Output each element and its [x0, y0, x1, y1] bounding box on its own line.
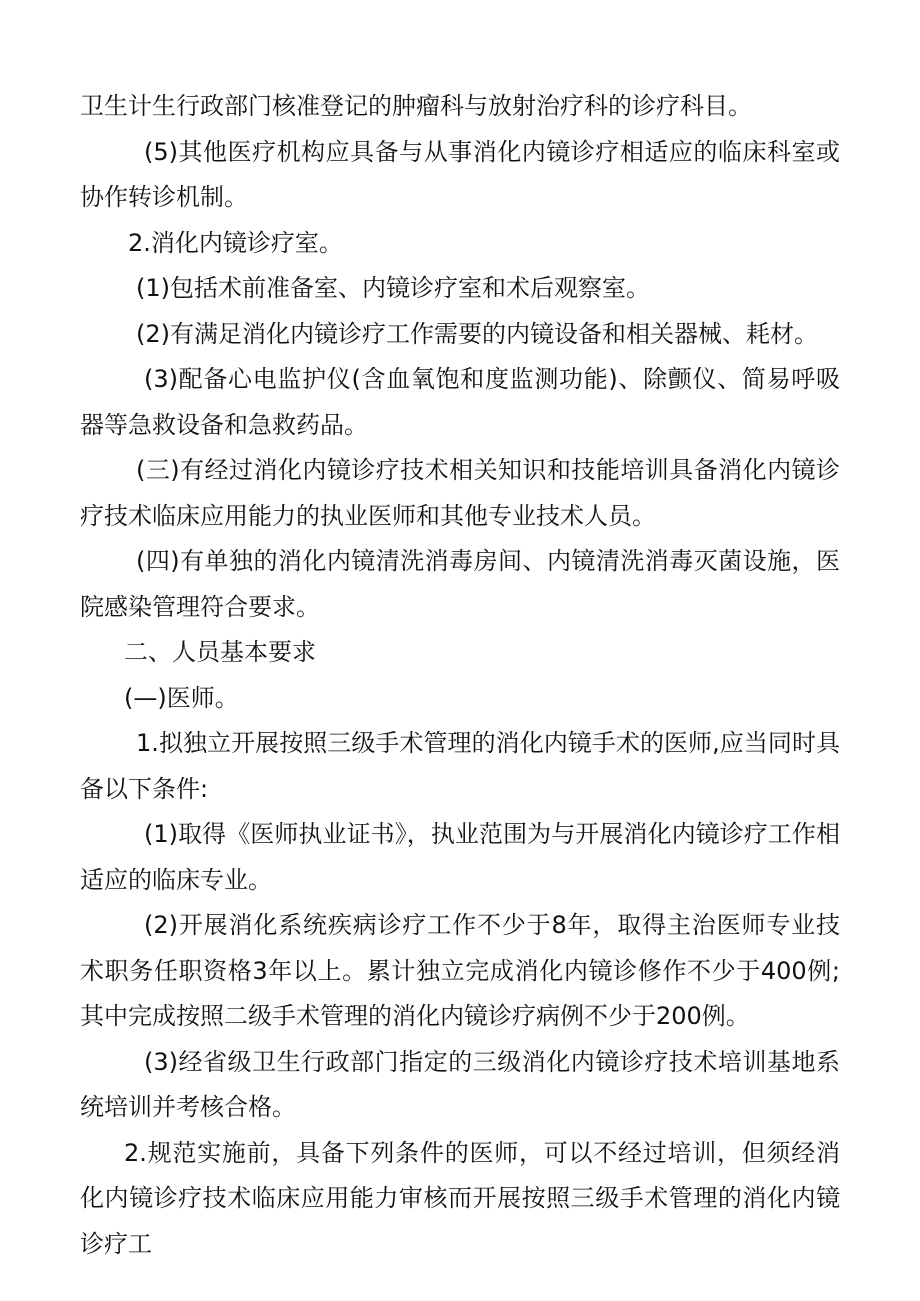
paragraph-12: (1)取得《医师执业证书》，执业范围为与开展消化内镜诊疗工作相适应的临床专业。: [80, 820, 840, 894]
paragraph-4: (1)包括术前准备室、内镜诊疗室和术后观察室。: [136, 274, 650, 302]
paragraph-13: (2)开展消化系统疾病诊疗工作不少于8年，取得主治医师专业技术职务任职资格3年以上。累计独立完成消化内镜诊修作不少于400例;其中完成按照二级手术管理的消化内镜诊疗病例不少于200例。: [80, 911, 840, 1030]
paragraph-3: 2.消化内镜诊疗室。: [128, 228, 343, 257]
section-heading: 二、人员基本要求: [124, 638, 316, 666]
paragraph-15: 2.规范实施前，具备下列条件的医师，可以不经过培训，但须经消化内镜诊疗技术临床应用能力审核而开展按照三级手术管理的消化内镜诊疗工: [80, 1138, 840, 1258]
paragraph-14: (3)经省级卫生行政部门指定的三级消化内镜诊疗技术培训基地系统培训并考核合格。: [80, 1047, 840, 1121]
paragraph-1: 卫生计生行政部门核准登记的肿瘤科与放射治疗科的诊疗科目。: [80, 92, 752, 120]
paragraph-11: 1.拟独立开展按照三级手术管理的消化内镜手术的医师,应当同时具备以下条件:: [80, 729, 840, 803]
paragraph-5: (2)有满足消化内镜诊疗工作需要的内镜设备和相关器械、耗材。: [136, 319, 818, 348]
subsection-heading: (—)医师。: [124, 683, 239, 712]
paragraph-8: (四)有单独的消化内镜清洗消毒房间、内镜清洗消毒灭菌设施，医院感染管理符合要求。: [80, 547, 840, 621]
paragraph-7: (三)有经过消化内镜诊疗技术相关知识和技能培训具备消化内镜诊疗技术临床应用能力的执业医师和其他专业技术人员。: [80, 456, 840, 530]
paragraph-6: (3)配备心电监护仪(含血氧饱和度监测功能)、除颤仪、简易呼吸器等急救设备和急救药品。: [80, 365, 840, 439]
paragraph-2: (5)其他医疗机构应具备与从事消化内镜诊疗相适应的临床科室或协作转诊机制。: [80, 137, 840, 211]
